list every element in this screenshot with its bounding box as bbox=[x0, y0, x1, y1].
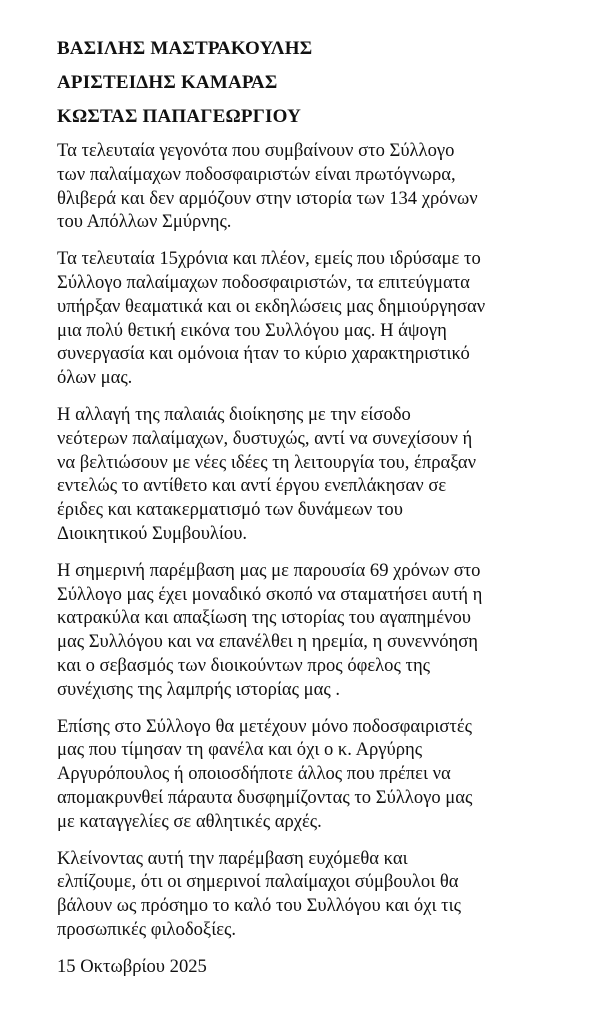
text-line: βάλουν ως πρόσημο το καλό του Συλλόγου και όχι τις bbox=[57, 895, 461, 917]
text-line: Διοικητικού Συμβουλίου. bbox=[57, 522, 248, 544]
text-line: μια πολύ θετική εικόνα του Συλλόγου μας. Η άψογη bbox=[57, 319, 447, 341]
text-line: με καταγγελίες σε αθλητικές αρχές. bbox=[57, 810, 322, 832]
text-line: Αργυρόπουλος ή οποιοσδήποτε άλλος που πρέπει να bbox=[57, 763, 451, 785]
document-date: 15 Οκτωβρίου 2025 bbox=[57, 955, 207, 977]
author-name: ΚΩΣΤΑΣ ΠΑΠΑΓΕΩΡΓΙΟΥ bbox=[57, 106, 302, 127]
text-line: προσωπικές φιλοδοξίες. bbox=[57, 918, 237, 940]
document-content bbox=[57, 37, 572, 979]
text-line: Σύλλογο παλαίμαχων ποδοσφαιριστών, τα επιτεύγματα bbox=[57, 271, 470, 293]
paragraph bbox=[57, 403, 572, 546]
text-line: να βελτιώσουν με νέες ιδέες τη λειτουργία του, έπραξαν bbox=[57, 451, 476, 473]
text-line: νεότερων παλαίμαχων, δυστυχώς, αντί να συνεχίσουν ή bbox=[57, 427, 473, 449]
paragraph bbox=[57, 715, 572, 834]
paragraph bbox=[57, 559, 572, 702]
text-line: Επίσης στο Σύλλογο θα μετέχουν μόνο ποδοσφαιριστές bbox=[57, 715, 473, 737]
text-line: έριδες και κατακερματισμό των δυνάμεων του bbox=[57, 499, 403, 521]
text-line: Τα τελευταία γεγονότα που συμβαίνουν στο Σύλλογο bbox=[57, 140, 455, 161]
text-line: εντελώς το αντίθετο και αντί έργου ενεπλάκησαν σε bbox=[57, 475, 447, 497]
text-line: Τα τελευταία 15χρόνια και πλέον, εμείς που ιδρύσαμε το bbox=[57, 248, 481, 270]
text-line: θλιβερά και δεν αρμόζουν στην ιστορία των 134 χρόνων bbox=[57, 187, 478, 209]
text-line: μας Συλλόγου και να επανέλθει η ηρεμία, η συνεννόηση bbox=[57, 631, 478, 653]
text-line: όλων μας. bbox=[57, 367, 133, 389]
text-line: υπήρξαν θεαματικά και οι εκδηλώσεις μας δημιούργησαν bbox=[57, 295, 486, 317]
text-line: κατρακύλα και απαξίωση της ιστορίας του αγαπημένου bbox=[57, 607, 471, 629]
text-line: Σύλλογο μας έχει μοναδικό σκοπό να σταματήσει αυτή η bbox=[57, 583, 483, 605]
text-line: απομακρυνθεί πάραυτα δυσφημίζοντας το Σύλλογο μας bbox=[57, 786, 473, 808]
text-line: Κλείνοντας αυτή την παρέμβαση ευχόμεθα και bbox=[57, 847, 408, 869]
text-line: Η σημερινή παρέμβαση μας με παρουσία 69 χρόνων στο bbox=[57, 559, 481, 581]
text-line: μας που τίμησαν τη φανέλα και όχι ο κ. Αργύρης bbox=[57, 739, 423, 761]
text-line: συνεργασία και ομόνοια ήταν το κύριο χαρακτηριστικό bbox=[57, 343, 470, 365]
paragraph bbox=[57, 847, 572, 942]
text-line: του Απόλλων Σμύρνης. bbox=[57, 211, 232, 233]
text-line: Η αλλαγή της παλαιάς διοίκησης με την είσοδο bbox=[57, 403, 411, 425]
text-line: συνέχισης της λαμπρής ιστορίας μας . bbox=[57, 678, 340, 700]
author-name: ΒΑΣΙΛΗΣ ΜΑΣΤΡΑΚΟΥΛΗΣ bbox=[57, 38, 313, 59]
text-line: των παλαίμαχων ποδοσφαιριστών είναι πρωτόγνωρα, bbox=[57, 163, 456, 185]
paragraph bbox=[57, 247, 572, 390]
paragraph bbox=[57, 139, 572, 234]
text-line: και ο σεβασμός των διοικούντων προς όφελος της bbox=[57, 654, 431, 676]
text-line: ελπίζουμε, ότι οι σημερινοί παλαίμαχοι σύμβουλοι θα bbox=[57, 871, 459, 893]
author-name: ΑΡΙΣΤΕΙΔΗΣ ΚΑΜΑΡΑΣ bbox=[57, 72, 278, 93]
